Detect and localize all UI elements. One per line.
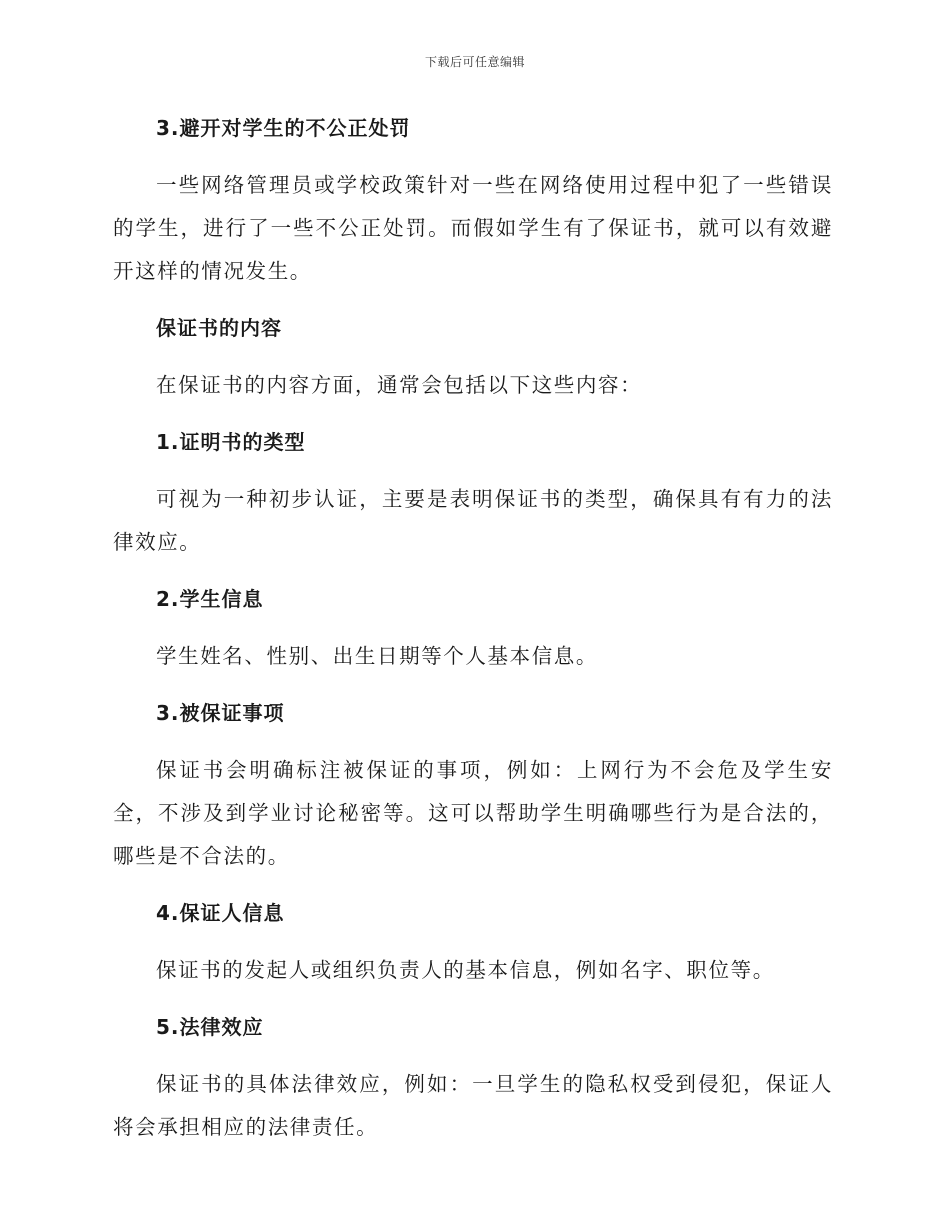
section-heading-guarantee-content: 保证书的内容 [156,316,282,340]
section-heading-guaranteed-matters: 3.被保证事项 [156,701,285,725]
paragraph-certificate-type: 可视为一种初步认证，主要是表明保证书的类型，确保具有有力的法律效应。 [113,487,833,554]
paragraph-unfair-punishment: 一些网络管理员或学校政策针对一些在网络使用过程中犯了一些错误的学生，进行了一些不公正处罚。而假如学生有了保证书，就可以有效避开这样的情况发生。 [113,173,833,283]
page-header: 下载后可任意编辑 [424,55,525,69]
section-heading-student-info: 2.学生信息 [156,587,264,611]
section-heading-legal-effect: 5.法律效应 [156,1015,264,1039]
document-body [113,112,833,1149]
section-heading-guarantor-info: 4.保证人信息 [156,901,285,925]
paragraph-guarantor-info: 保证书的发起人或组织负责人的基本信息，例如名字、职位等。 [156,958,775,982]
section-heading-avoid-unfair-punishment: 3.避开对学生的不公正处罚 [156,116,411,140]
section-heading-certificate-type: 1.证明书的类型 [156,430,306,454]
paragraph-content-intro: 在保证书的内容方面，通常会包括以下这些内容： [156,373,643,397]
paragraph-student-info: 学生姓名、性别、出生日期等个人基本信息。 [156,644,598,668]
paragraph-legal-effect: 保证书的具体法律效应，例如：一旦学生的隐私权受到侵犯，保证人将会承担相应的法律责任。 [113,1072,833,1139]
paragraph-guaranteed-matters: 保证书会明确标注被保证的事项，例如：上网行为不会危及学生安全，不涉及到学业讨论秘密等。这可以帮助学生明确哪些行为是合法的，哪些是不合法的。 [113,758,833,868]
